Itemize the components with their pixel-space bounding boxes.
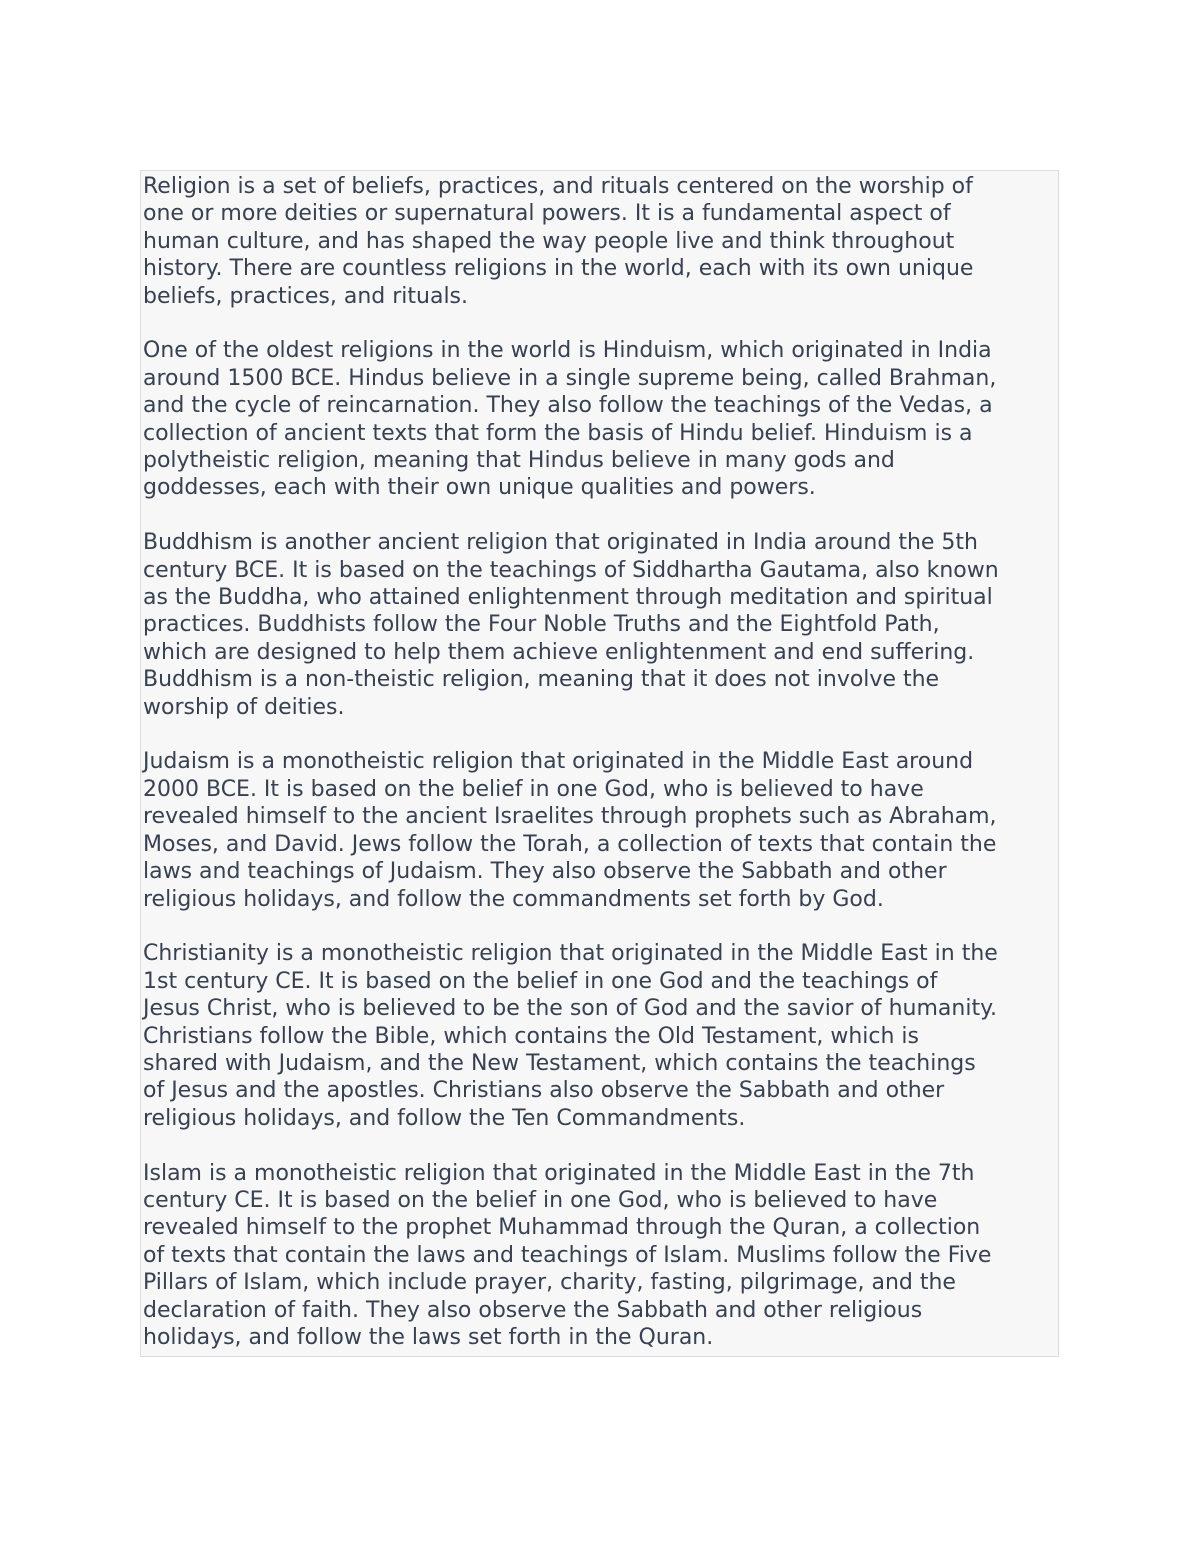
text-block [140, 170, 1059, 1357]
paragraph-buddhism: Buddhism is another ancient religion that originated in India around the 5th century BCE. It is based on the teachings of Siddhartha Gautama, also known as the Buddha, who attained enlightenment through meditation and spiritual practices. Buddhists follow the Four Noble Truths and the Eightfold Path, which are designed to help them achieve enlightenment and end suffering. Buddhism is a non-theistic religion, meaning that it does not involve the worship of deities. [143, 530, 999, 720]
paragraph-christianity: Christianity is a monotheistic religion that originated in the Middle East in the 1st century CE. It is based on the belief in one God and the teachings of Jesus Christ, who is believed to be the son of God and the savior of humanity. Christians follow the Bible, which contains the Old Testament, which is shared with Judaism, and the New Testament, which contains the teachings of Jesus and the apostles. Christians also observe the Sabbath and other religious holidays, and follow the Ten Commandments. [143, 941, 998, 1131]
paragraph-hinduism: One of the oldest religions in the world is Hinduism, which originated in India around 1500 BCE. Hindus believe in a single supreme being, called Brahman, and the cycle of reincarnation. They also follow the teachings of the Vedas, a collection of ancient texts that form the basis of Hindu belief. Hinduism is a polytheistic religion, meaning that Hindus believe in many gods and goddesses, each with their own unique qualities and powers. [143, 338, 997, 501]
paragraph-religion-intro: Religion is a set of beliefs, practices, and rituals centered on the worship of one or more deities or supernatural powers. It is a fundamental aspect of human culture, and has shaped the way people live and think throughout history. There are countless religions in the world, each with its own unique beliefs, practices, and rituals. [143, 174, 974, 309]
paragraph-judaism: Judaism is a monotheistic religion that originated in the Middle East around 2000 BCE. It is based on the belief in one God, who is believed to have revealed himself to the ancient Israelites through prophets such as Abraham, Moses, and David. Jews follow the Torah, a collection of texts that contain the laws and teachings of Judaism. They also observe the Sabbath and other religious holidays, and follow the commandments set forth by God. [143, 749, 997, 912]
paragraph-islam: Islam is a monotheistic religion that originated in the Middle East in the 7th century CE. It is based on the belief in one God, who is believed to have revealed himself to the prophet Muhammad through the Quran, a collection of texts that contain the laws and teachings of Islam. Muslims follow the Five Pillars of Islam, which include prayer, charity, fasting, pilgrimage, and the declaration of faith. They also observe the Sabbath and other religious holidays, and follow the laws set forth in the Quran. [143, 1160, 992, 1350]
